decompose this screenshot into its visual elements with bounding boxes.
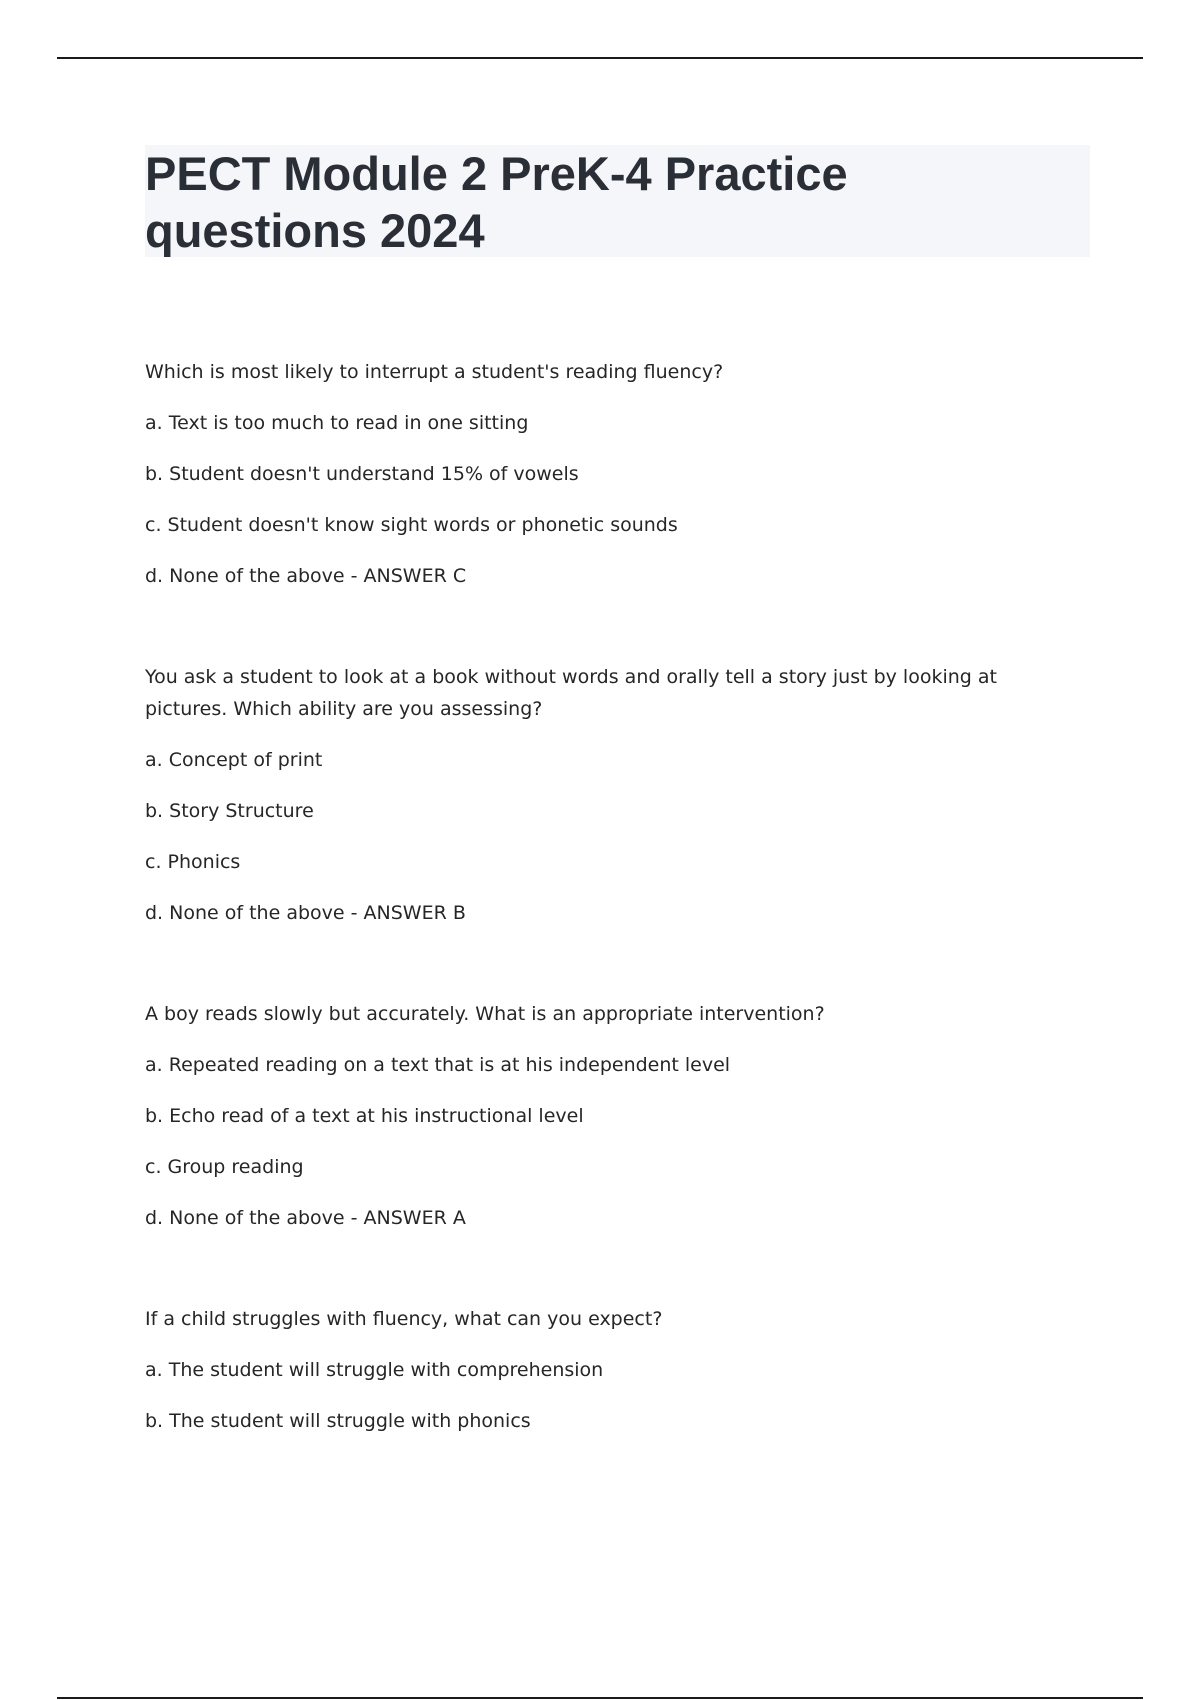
question-text: A boy reads slowly but accurately. What is an appropriate intervention? [145,1003,825,1025]
questions-list [145,356,1075,1506]
option-c: c. Student doesn't know sight words or phonetic sounds [145,514,678,536]
question-3 [145,998,1075,1234]
option-b: b. Echo read of a text at his instructional level [145,1105,584,1127]
question-2 [145,661,1075,929]
question-text: You ask a student to look at a book without words and orally tell a story just by looking at pictures. Which ability are you assessing? [145,666,997,720]
option-a: a. Text is too much to read in one sitting [145,412,529,434]
option-c: c. Phonics [145,851,241,873]
option-b: b. The student will struggle with phonics [145,1410,531,1432]
question-text: If a child struggles with fluency, what can you expect? [145,1308,663,1330]
question-4 [145,1303,1075,1437]
option-a: a. The student will struggle with comprehension [145,1359,604,1381]
option-d-answer: d. None of the above - ANSWER B [145,902,466,924]
question-text: Which is most likely to interrupt a student's reading fluency? [145,361,724,383]
page-title: PECT Module 2 PreK-4 Practice questions 2024 [145,147,848,257]
option-b: b. Story Structure [145,800,314,822]
question-1 [145,356,1075,592]
bottom-rule [57,1697,1143,1699]
top-rule [57,57,1143,59]
option-d-answer: d. None of the above - ANSWER A [145,1207,466,1229]
option-b: b. Student doesn't understand 15% of vowels [145,463,579,485]
option-c: c. Group reading [145,1156,304,1178]
title-banner [145,145,1090,257]
option-a: a. Repeated reading on a text that is at his independent level [145,1054,731,1076]
option-d-answer: d. None of the above - ANSWER C [145,565,467,587]
option-a: a. Concept of print [145,749,323,771]
